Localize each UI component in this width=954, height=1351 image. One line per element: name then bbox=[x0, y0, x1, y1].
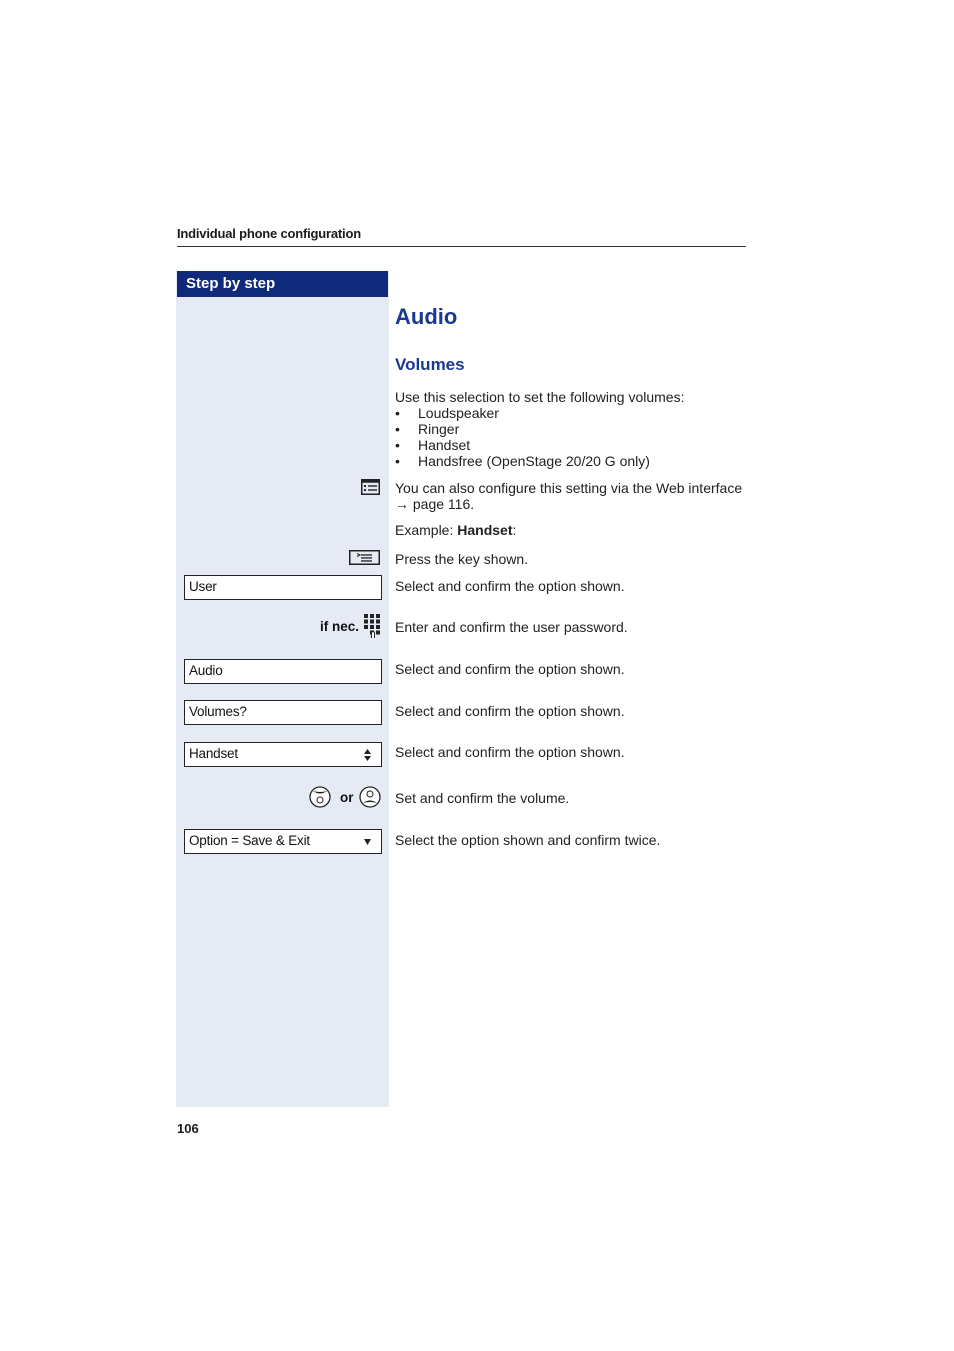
option-handset[interactable] bbox=[184, 742, 382, 767]
web-note-line1: You can also configure this setting via the Web interface bbox=[395, 480, 743, 496]
volume-up-icon[interactable] bbox=[359, 786, 381, 808]
option-save-exit[interactable] bbox=[184, 829, 382, 854]
list-item: • Loudspeaker bbox=[395, 405, 650, 421]
step-column bbox=[176, 271, 389, 1107]
running-header: Individual phone configuration bbox=[177, 226, 361, 241]
example-prefix: Example: bbox=[395, 522, 458, 538]
if-necessary-label: if nec. bbox=[320, 619, 360, 634]
step-text: Select the option shown and confirm twice. bbox=[395, 832, 661, 848]
keypad-icon[interactable] bbox=[363, 613, 381, 639]
option-label: Option = Save & Exit bbox=[189, 833, 310, 848]
web-interface-icon bbox=[361, 479, 380, 495]
option-user[interactable] bbox=[184, 575, 382, 600]
volume-list bbox=[395, 405, 650, 469]
volume-down-icon[interactable] bbox=[309, 786, 331, 808]
list-item: • Ringer bbox=[395, 421, 650, 437]
section-title: Audio bbox=[395, 304, 458, 329]
example-value: Handset bbox=[457, 522, 513, 538]
up-down-arrow-icon bbox=[364, 749, 371, 761]
option-label: User bbox=[189, 579, 217, 594]
web-note-line2[interactable]: → page 116. bbox=[395, 496, 475, 512]
intro-text: Use this selection to set the following volumes: bbox=[395, 389, 685, 405]
step-text: Select and confirm the option shown. bbox=[395, 744, 625, 760]
option-label: Audio bbox=[189, 663, 223, 678]
step-column-heading: Step by step bbox=[177, 271, 388, 297]
list-item: • Handsfree (OpenStage 20/20 G only) bbox=[395, 453, 650, 469]
list-item: • Handset bbox=[395, 437, 650, 453]
step-text: Select and confirm the option shown. bbox=[395, 661, 625, 677]
dropdown-arrow-icon bbox=[364, 839, 371, 845]
step-text: Enter and confirm the user password. bbox=[395, 619, 628, 635]
step-text: Set and confirm the volume. bbox=[395, 790, 570, 806]
header-rule bbox=[177, 246, 746, 247]
subsection-title: Volumes bbox=[395, 355, 465, 374]
step-text: Press the key shown. bbox=[395, 551, 529, 567]
option-audio[interactable] bbox=[184, 659, 382, 684]
option-label: Volumes? bbox=[189, 704, 247, 719]
step-text: Select and confirm the option shown. bbox=[395, 703, 625, 719]
option-label: Handset bbox=[189, 746, 238, 761]
option-volumes[interactable] bbox=[184, 700, 382, 725]
page-number: 106 bbox=[177, 1121, 199, 1136]
example-line bbox=[395, 522, 516, 538]
step-text: Select and confirm the option shown. bbox=[395, 578, 625, 594]
example-suffix: : bbox=[512, 522, 517, 538]
menu-key-icon[interactable] bbox=[349, 550, 380, 565]
or-label: or bbox=[340, 790, 354, 805]
